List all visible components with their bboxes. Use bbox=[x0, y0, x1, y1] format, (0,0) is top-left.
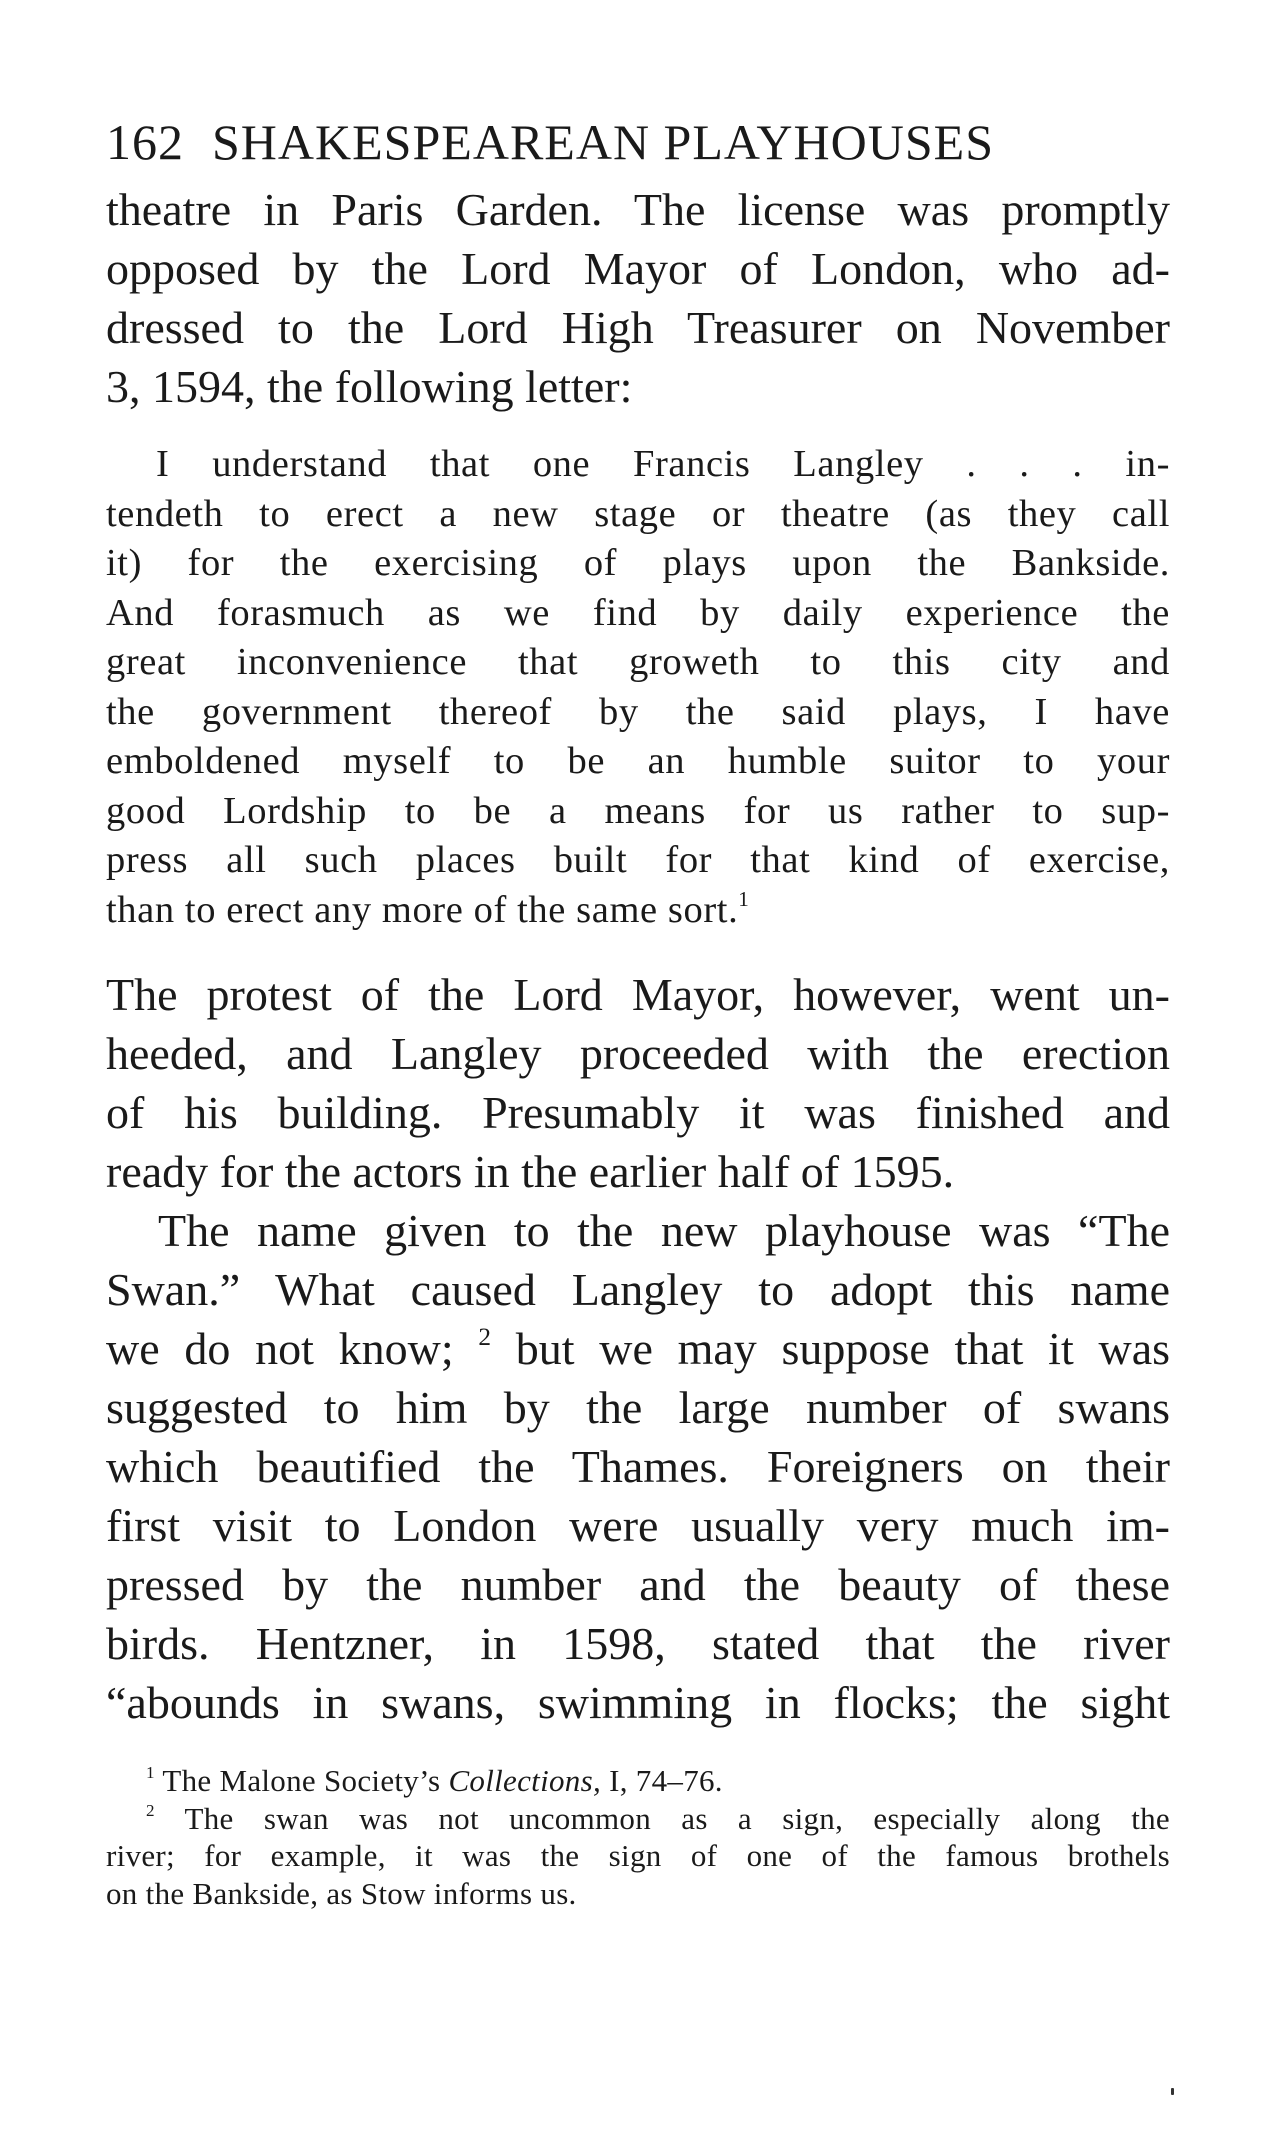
paragraph-continuation bbox=[106, 180, 1170, 416]
paragraph-swan bbox=[106, 1201, 1170, 1732]
quote-line: tendeth to erect a new stage or theatre (as they call bbox=[106, 492, 1170, 535]
text-line: 3, 1594, the following letter: bbox=[106, 361, 633, 412]
text-line: birds. Hentzner, in 1598, stated that the river bbox=[106, 1618, 1170, 1669]
text-line: opposed by the Lord Mayor of London, who ad- bbox=[106, 243, 1170, 294]
page-number: 162 bbox=[106, 114, 184, 170]
footnote-reference[interactable]: 2 bbox=[478, 1323, 491, 1352]
text-line: heeded, and Langley proceeded with the erection bbox=[106, 1028, 1170, 1079]
block-quotation bbox=[106, 440, 1170, 935]
quote-line: great inconvenience that groweth to this city and bbox=[106, 641, 1170, 683]
quote-line: press all such places built for that kind of exercise, bbox=[106, 839, 1170, 881]
quote-line bbox=[106, 886, 1170, 936]
footnotes bbox=[106, 1762, 1170, 1912]
text-line: The name given to the new playhouse was “The bbox=[158, 1205, 1170, 1256]
footnote-text: The Malone Society’s bbox=[162, 1763, 441, 1798]
footnote-reference[interactable]: 1 bbox=[738, 886, 750, 911]
text-line: dressed to the Lord High Treasurer on November bbox=[106, 302, 1170, 353]
quote-line: it) for the exercising of plays upon the Bankside. bbox=[106, 542, 1170, 584]
text-line: ready for the actors in the earlier half of 1595. bbox=[106, 1146, 955, 1197]
footnote-1 bbox=[106, 1762, 1170, 1800]
text-segment: but we may suppose that it was bbox=[515, 1323, 1171, 1374]
quote-line: emboldened myself to be an humble suitor to your bbox=[106, 740, 1170, 782]
text-line bbox=[106, 1319, 1170, 1378]
footnote-line: on the Bankside, as Stow informs us. bbox=[106, 1875, 577, 1911]
book-page bbox=[106, 110, 1170, 1912]
text-line: first visit to London were usually very much im- bbox=[106, 1500, 1170, 1551]
quote-line: good Lordship to be a means for us rather to sup- bbox=[106, 789, 1170, 832]
text-line: pressed by the number and the beauty of these bbox=[106, 1559, 1170, 1610]
footnote-text: I, 74–76. bbox=[609, 1763, 723, 1798]
quote-line: And forasmuch as we find by daily experience the bbox=[106, 591, 1170, 634]
running-title: SHAKESPEAREAN PLAYHOUSES bbox=[212, 114, 995, 170]
footnote-line: river; for example, it was the sign of one of the famous brothels bbox=[106, 1838, 1170, 1873]
footnote-title: Collections, bbox=[448, 1763, 602, 1798]
text-line: “abounds in swans, swimming in flocks; the sight bbox=[106, 1677, 1170, 1728]
quote-line: the government thereof by the said plays, I have bbox=[106, 690, 1170, 733]
text-line: of his building. Presumably it was finished and bbox=[106, 1087, 1170, 1138]
text-line: suggested to him by the large number of swans bbox=[106, 1382, 1170, 1433]
text-line: Swan.” What caused Langley to adopt this name bbox=[106, 1264, 1170, 1315]
printer-mark bbox=[1171, 2088, 1174, 2095]
footnote-text: The swan was not uncommon as a sign, especially along the bbox=[184, 1800, 1170, 1836]
quote-line-text: than to erect any more of the same sort. bbox=[106, 888, 739, 931]
text-line: which beautified the Thames. Foreigners on their bbox=[106, 1441, 1170, 1492]
footnote-marker: 1 bbox=[146, 1763, 155, 1783]
running-head bbox=[106, 110, 1170, 174]
text-line: theatre in Paris Garden. The license was promptly bbox=[106, 184, 1170, 235]
quote-line: I understand that one Francis Langley . . . in- bbox=[156, 443, 1170, 485]
footnote-2 bbox=[106, 1800, 1170, 1838]
paragraph-protest bbox=[106, 965, 1170, 1201]
text-segment: we do not know; bbox=[106, 1323, 454, 1374]
text-line: The protest of the Lord Mayor, however, went un- bbox=[106, 969, 1170, 1020]
footnote-marker: 2 bbox=[146, 1800, 155, 1820]
